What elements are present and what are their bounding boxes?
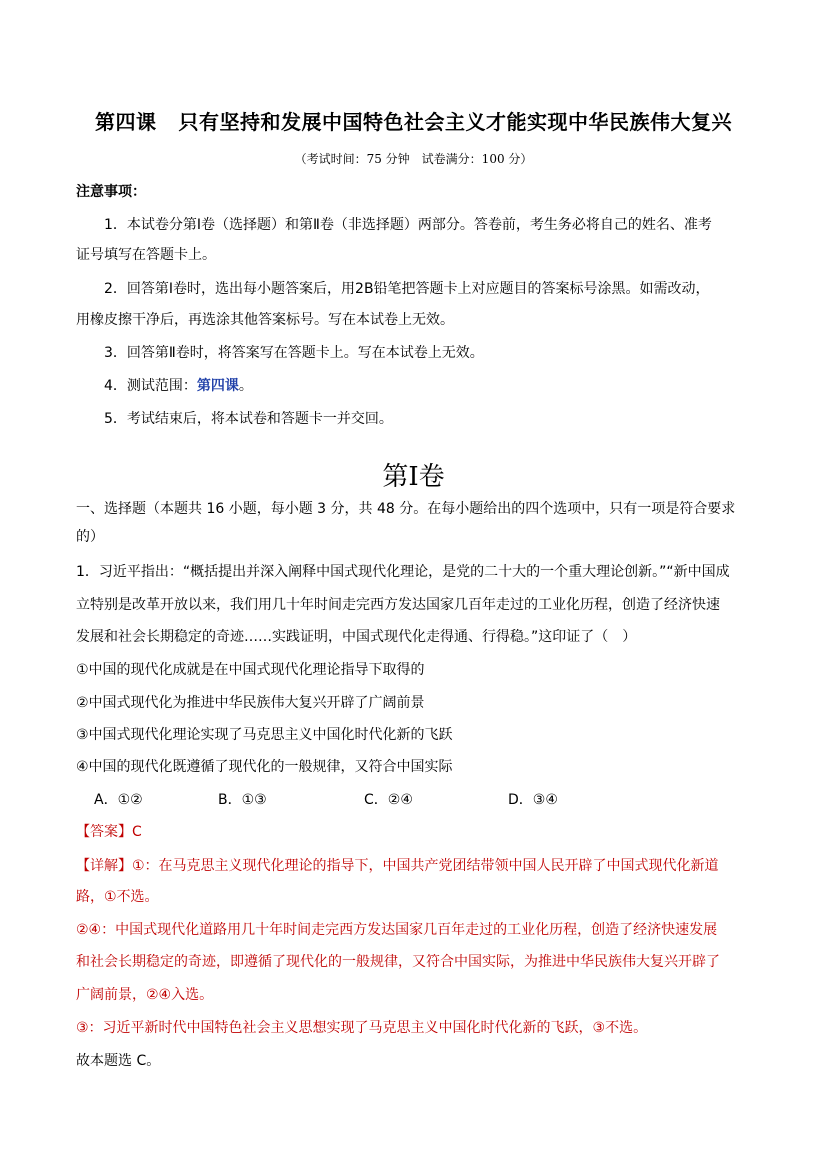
question-stem-line: 立特别是改革开放以来，我们用几十年时间走完西方发达国家几百年走过的工业化历程，创造了经济快速 (76, 597, 720, 613)
notice-item-4-label: 4．测试范围： (104, 378, 197, 394)
notice-item-3: 3．回答第Ⅱ卷时，将答案写在答题卡上。写在本试卷上无效。 (104, 345, 484, 361)
notice-item-5: 5．考试结束后，将本试卷和答题卡一并交回。 (104, 411, 393, 427)
notice-item-2: 2．回答第Ⅰ卷时，选出每小题答案后，用2B铅笔把答题卡上对应题目的答案标号涂黑。如需改动， (104, 281, 710, 297)
option-c: C．②④ (364, 792, 413, 808)
question-stem-line: 1．习近平指出：“概括提出并深入阐释中国式现代化理论，是党的二十大的一个重大理论创新。”“新中国成 (76, 564, 730, 580)
notice-item-2-cont: 用橡皮擦干净后，再选涂其他答案标号。写在本试卷上无效。 (76, 312, 454, 328)
notice-item-1: 1．本试卷分第Ⅰ卷（选择题）和第Ⅱ卷（非选择题）两部分。答卷前，考生务必将自己的姓名、准考 (104, 217, 712, 233)
test-scope: 第四课 (196, 378, 239, 394)
test-scope-end: 。 (238, 378, 253, 394)
conclusion: 故本题选 C。 (76, 1053, 161, 1069)
analysis-line: 广阔前景，②④入选。 (76, 987, 214, 1003)
option-b: B．①③ (218, 792, 267, 808)
notice-item-4 (104, 376, 253, 396)
part-heading: 一、选择题（本题共 16 小题，每小题 3 分，共 48 分。在每小题给出的四个选项中，只有一项是符合要求 (76, 501, 736, 517)
analysis-line: ②④：中国式现代化道路用几十年时间走完西方发达国家几百年走过的工业化历程，创造了经济快速发展 (76, 922, 718, 938)
statement-1: ①中国的现代化成就是在中国式现代化理论指导下取得的 (76, 662, 425, 678)
statement-3: ③中国式现代化理论实现了马克思主义中国化时代化新的飞跃 (76, 727, 453, 743)
analysis-line: 路，①不选。 (76, 889, 159, 905)
section-title: 第Ⅰ卷 (382, 462, 445, 492)
option-d: D．③④ (508, 792, 558, 808)
option-a: A．①② (94, 792, 143, 808)
analysis-line: 和社会长期稳定的奇迹，即遵循了现代化的一般规律，又符合中国实际，为推进中华民族伟大复兴开辟了 (76, 954, 720, 970)
analysis-line: ③：习近平新时代中国特色社会主义思想实现了马克思主义中国化时代化新的飞跃，③不选。 (76, 1020, 648, 1036)
statement-2: ②中国式现代化为推进中华民族伟大复兴开辟了广阔前景 (76, 695, 425, 711)
analysis-line: 【详解】①：在马克思主义现代化理论的指导下，中国共产党团结带领中国人民开辟了中国式现代化新道 (76, 858, 719, 874)
part-heading-cont: 的） (76, 529, 104, 545)
notice-item-1-cont: 证号填写在答题卡上。 (76, 247, 216, 263)
answer-label: 【答案】C (76, 824, 142, 840)
lesson-title: 只有坚持和发展中国特色社会主义才能实现中华民族伟大复兴 (178, 110, 732, 134)
page-title (0, 106, 827, 135)
lesson-number: 第四课 (95, 110, 157, 134)
question-stem-line: 发展和社会长期稳定的奇迹……实践证明，中国式现代化走得通、行得稳。”这印证了（ ） (76, 629, 637, 645)
statement-4: ④中国的现代化既遵循了现代化的一般规律，又符合中国实际 (76, 759, 453, 775)
exam-info: （考试时间：75 分钟 试卷满分：100 分） (294, 152, 533, 166)
notice-heading: 注意事项： (76, 184, 146, 200)
